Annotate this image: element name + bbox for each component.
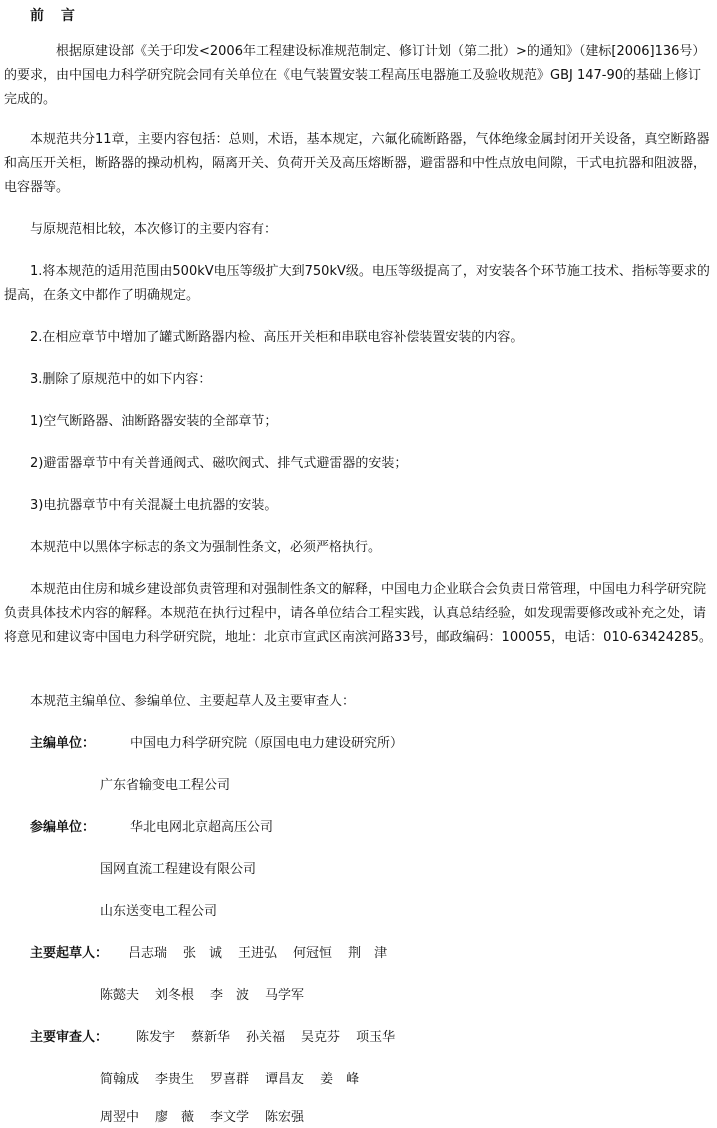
drafter-name: 张 诚 bbox=[183, 946, 223, 961]
paragraph-revision-2 bbox=[4, 326, 712, 350]
paragraph-text: 2)避雷器章节中有关普通阀式、磁吹阀式、排气式避雷器的安装； bbox=[30, 456, 408, 471]
paragraph-revision-3 bbox=[4, 368, 712, 392]
participating-unit-item: 山东送变电工程公司 bbox=[100, 904, 218, 919]
reviewer-name: 谭昌友 bbox=[265, 1072, 305, 1087]
paragraph-scope bbox=[4, 128, 712, 200]
paragraph-text: 本规范主编单位、参编单位、主要起草人及主要审查人： bbox=[30, 694, 356, 709]
paragraph-mandatory bbox=[4, 536, 712, 560]
drafters-row bbox=[128, 944, 403, 964]
drafter-name: 马学军 bbox=[265, 988, 305, 1003]
drafter-name: 吕志瑞 bbox=[128, 946, 168, 961]
chief-units-label: 主编单位： bbox=[30, 736, 96, 751]
paragraph-text: 1)空气断路器、油断路器安装的全部章节； bbox=[30, 414, 278, 429]
reviewer-name: 李贵生 bbox=[155, 1072, 195, 1087]
reviewer-name: 周翌中 bbox=[100, 1110, 140, 1125]
paragraph-text: 本规范由住房和城乡建设部负责管理和对强制性条文的解释，中国电力企业联合会负责日常管理，中国电力科学研究院负责具体技术内容的解释。本规范在执行过程中，请各单位结合工程实践，认真总结经验，如发现需要修改或补充之处，请将意见和建议寄中国电力科学研究院，地址：北京市宣武区南滨河路33号，邮政编码：100055，电话：010-63424285。 bbox=[4, 582, 712, 645]
paragraph-background bbox=[4, 40, 712, 112]
participating-unit-item: 华北电网北京超高压公司 bbox=[130, 820, 274, 835]
paragraph-text: 3.删除了原规范中的如下内容： bbox=[30, 372, 212, 387]
reviewer-name: 简翰成 bbox=[100, 1072, 140, 1087]
paragraph-revision-intro bbox=[4, 218, 712, 242]
chief-unit-item: 中国电力科学研究院（原国电电力建设研究所） bbox=[130, 736, 404, 751]
drafter-name: 李 波 bbox=[210, 988, 250, 1003]
paragraph-text: 根据原建设部《关于印发<2006年工程建设标准规范制定、修订计划（第二批）>的通知》（建标[2006]136号）的要求，由中国电力科学研究院会同有关单位在《电气装置安装工程高压电器施工及验收规范》GBJ 147-90的基础上修订完成的。 bbox=[4, 44, 706, 107]
list-item-deleted-1 bbox=[4, 410, 712, 434]
reviewer-name: 廖 薇 bbox=[155, 1110, 195, 1125]
reviewer-name: 项玉华 bbox=[356, 1030, 396, 1045]
reviewer-name: 蔡新华 bbox=[191, 1030, 231, 1045]
reviewer-name: 吴克芬 bbox=[301, 1030, 341, 1045]
drafter-name: 刘冬根 bbox=[155, 988, 195, 1003]
reviewers-row bbox=[100, 1070, 375, 1090]
reviewers-row bbox=[100, 1108, 320, 1128]
reviewer-name: 姜 峰 bbox=[320, 1072, 360, 1087]
paragraph-text: 3)电抗器章节中有关混凝土电抗器的安装。 bbox=[30, 498, 278, 513]
paragraph-text: 本规范共分11章，主要内容包括：总则，术语，基本规定，六氟化硫断路器，气体绝缘金属封闭开关设备，真空断路器和高压开关柜，断路器的操动机构，隔离开关、负荷开关及高压熔断器，避雷器和中性点放电间隙，干式电抗器和阻波器，电容器等。 bbox=[4, 132, 710, 195]
reviewer-name: 孙关福 bbox=[246, 1030, 286, 1045]
chief-unit-item: 广东省输变电工程公司 bbox=[100, 778, 231, 793]
drafter-name: 陈懿夫 bbox=[100, 988, 140, 1003]
list-item-deleted-3 bbox=[4, 494, 712, 518]
participating-unit-item: 国网直流工程建设有限公司 bbox=[100, 862, 257, 877]
participating-units-label: 参编单位： bbox=[30, 820, 96, 835]
page-title: 前 言 bbox=[30, 8, 81, 24]
reviewers-label: 主要审查人： bbox=[30, 1030, 109, 1045]
reviewer-name: 陈宏强 bbox=[265, 1110, 305, 1125]
paragraph-revision-1 bbox=[4, 260, 712, 308]
paragraph-text: 1.将本规范的适用范围由500kV电压等级扩大到750kV级。电压等级提高了，对安装各个环节施工技术、指标等要求的提高，在条文中都作了明确规定。 bbox=[4, 264, 710, 303]
list-item-deleted-2 bbox=[4, 452, 712, 476]
reviewers-row bbox=[136, 1028, 411, 1048]
drafter-name: 王进弘 bbox=[238, 946, 278, 961]
reviewer-name: 罗喜群 bbox=[210, 1072, 250, 1087]
drafters-row bbox=[100, 986, 320, 1006]
paragraph-management bbox=[4, 578, 712, 650]
paragraph-text: 与原规范相比较，本次修订的主要内容有： bbox=[30, 222, 278, 237]
drafter-name: 荆 津 bbox=[348, 946, 388, 961]
reviewer-name: 陈发宇 bbox=[136, 1030, 176, 1045]
drafters-label: 主要起草人： bbox=[30, 946, 109, 961]
paragraph-text: 2.在相应章节中增加了罐式断路器内检、高压开关柜和串联电容补偿装置安装的内容。 bbox=[30, 330, 524, 345]
paragraph-contributors-intro bbox=[4, 690, 712, 714]
reviewer-name: 李文学 bbox=[210, 1110, 250, 1125]
paragraph-text: 本规范中以黑体字标志的条文为强制性条文，必须严格执行。 bbox=[30, 540, 382, 555]
drafter-name: 何冠恒 bbox=[293, 946, 333, 961]
